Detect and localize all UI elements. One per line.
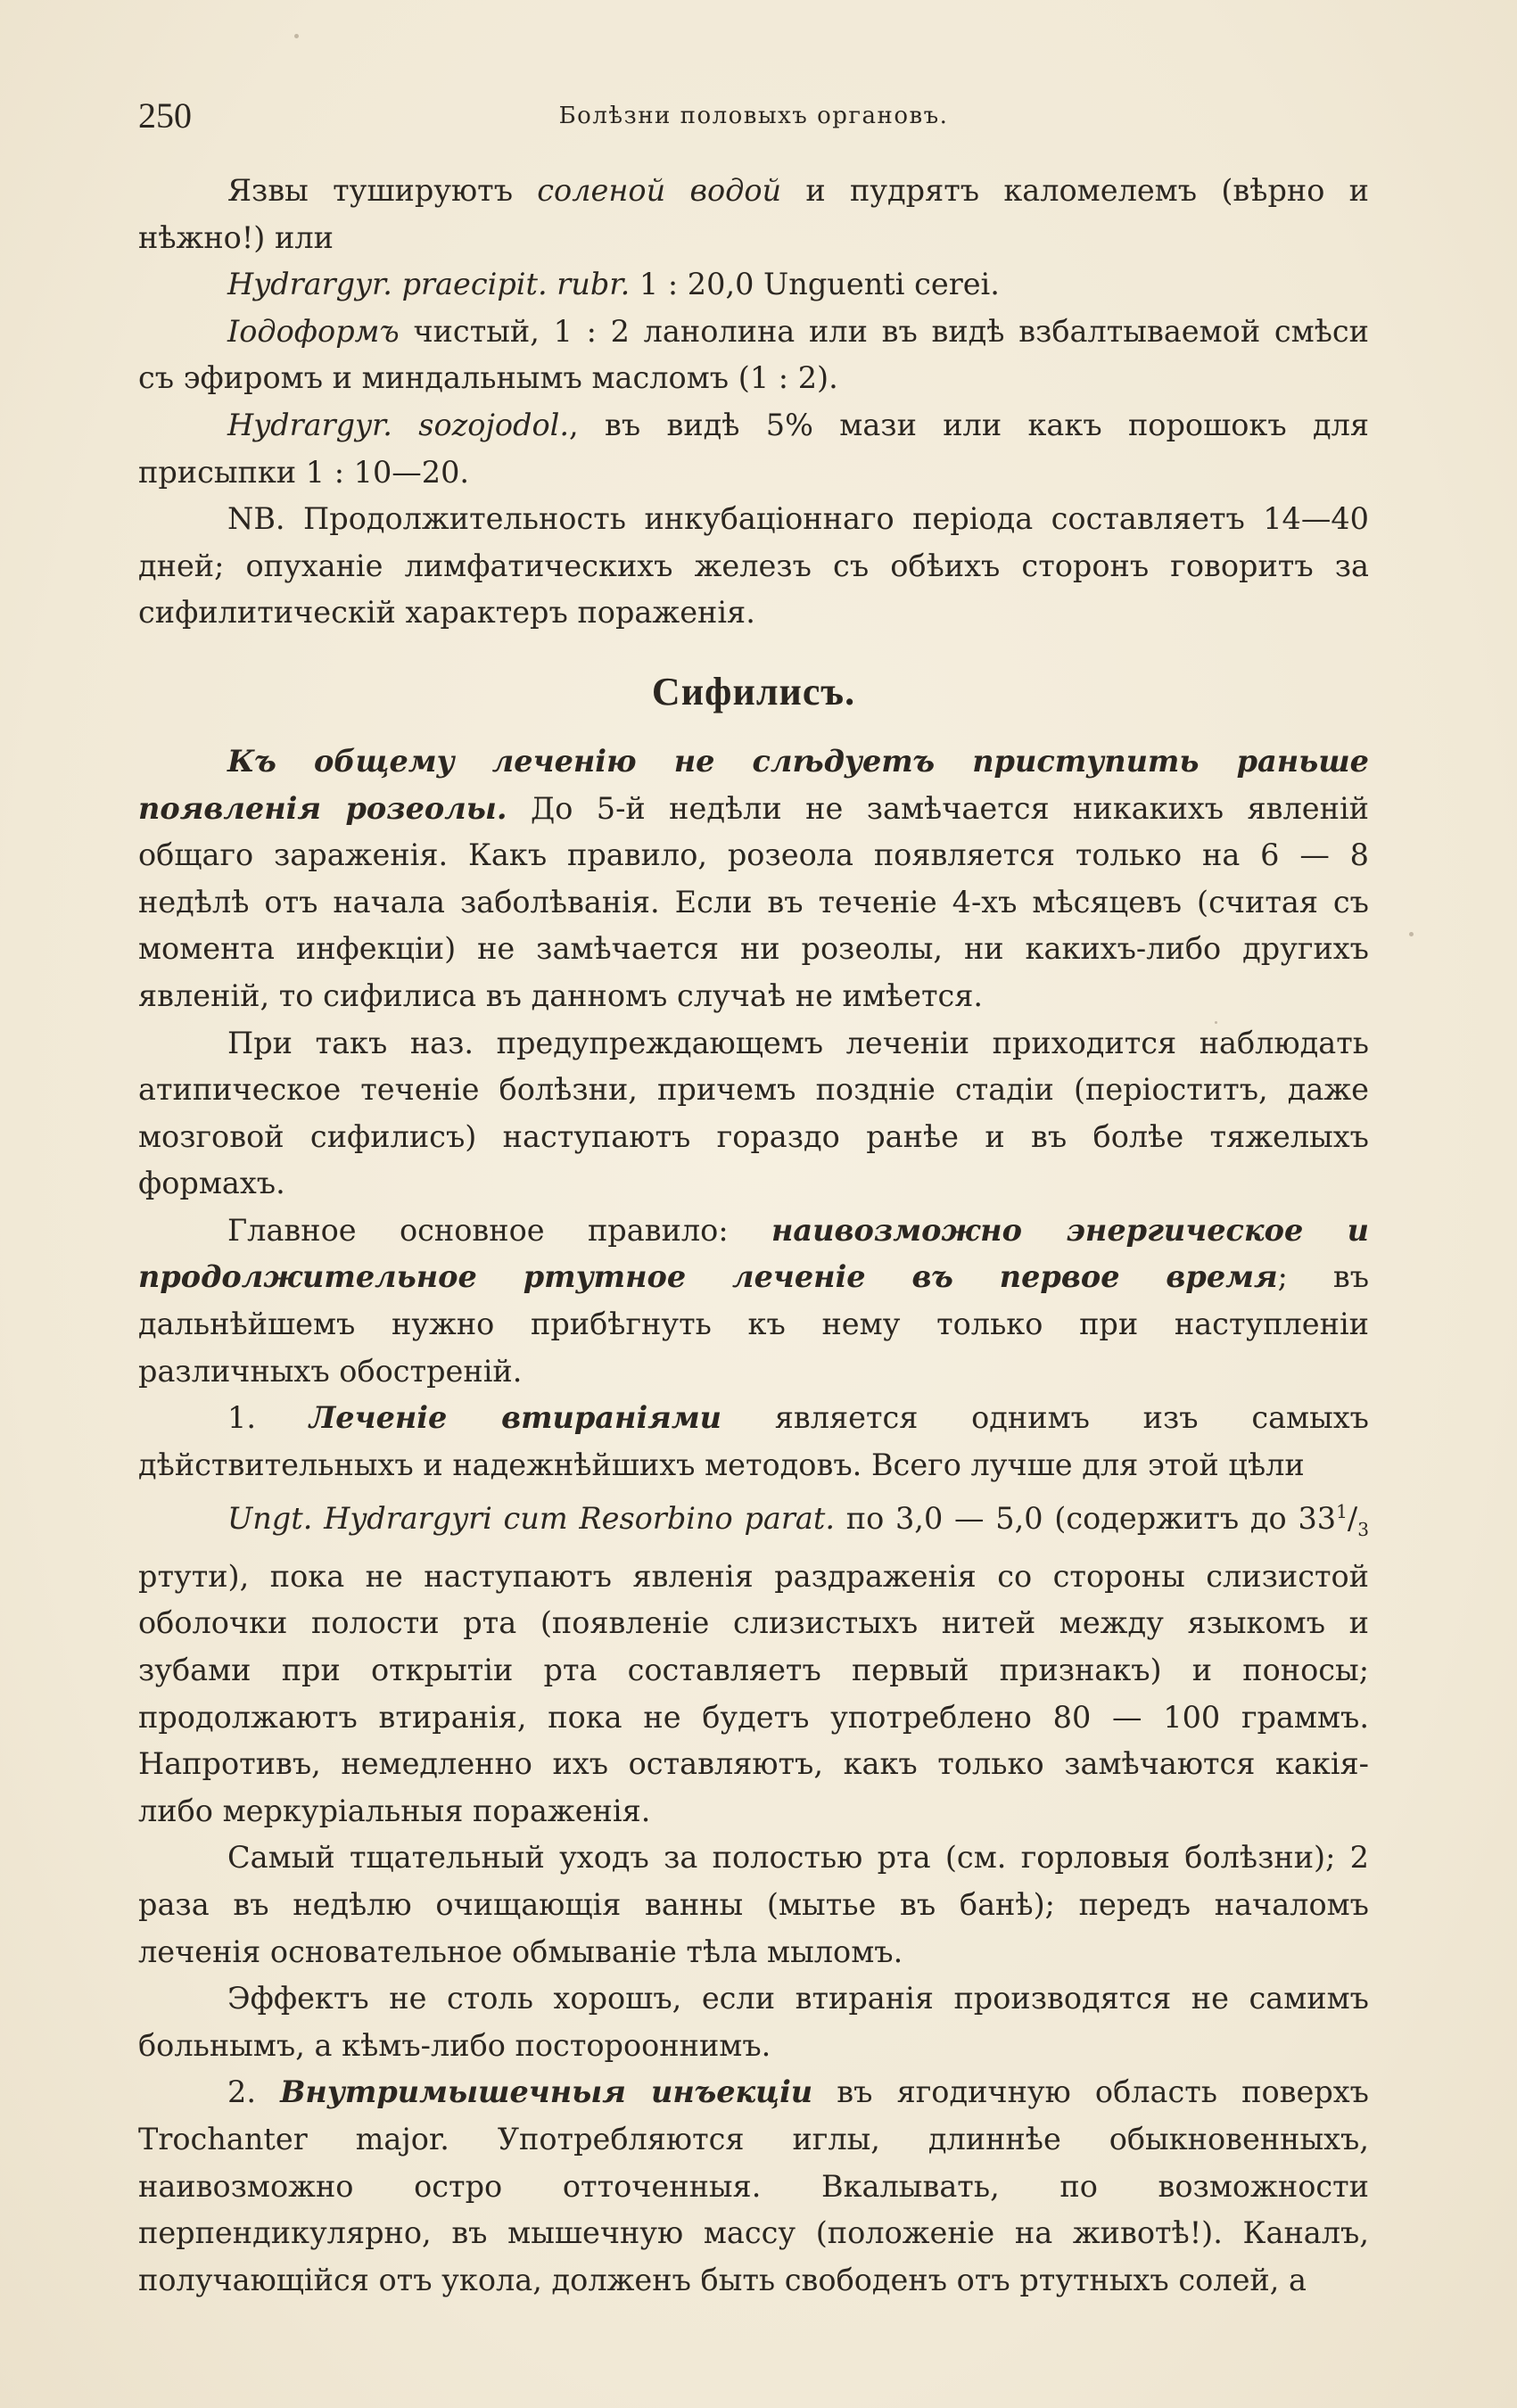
text-run: 1 : 20,0 Unguenti cerei. — [630, 267, 1000, 302]
paper-speck — [1409, 932, 1414, 936]
text-run: , въ видѣ 5% мази или какъ порошокъ для присыпки 1 : 10—20. — [138, 407, 1370, 490]
paragraph-p6 — [138, 738, 1369, 1020]
text-run: чистый, 1 : 2 ланолина или въ видѣ взбалтываемой смѣси съ эфиромъ и миндальнымъ масломъ (1 : 2). — [138, 313, 1369, 396]
paragraph-p11 — [138, 1835, 1369, 1975]
paragraph-p8 — [138, 1208, 1369, 1395]
emphasis-text: соленой водой — [537, 173, 782, 208]
emphasis-text: 1 — [1336, 1501, 1348, 1523]
paragraph-p13 — [138, 2069, 1369, 2304]
page-header — [138, 89, 1369, 143]
emphasis-text: Внутримышечныя инъекціи — [280, 2074, 813, 2110]
section-title: Сифилисъ. — [651, 669, 856, 713]
paragraph-p12 — [138, 1975, 1369, 2069]
paragraph-p3 — [138, 309, 1369, 402]
paragraph-p10 — [138, 1489, 1369, 1835]
paragraph-p7 — [138, 1020, 1369, 1208]
text-run: При такъ наз. предупреждающемъ леченіи приходится наблюдать атипическое теченіе болѣзни, причемъ поздніе стадіи (періоститъ, даже мозговой сифилисъ) наступаютъ гораздо ранѣе и въ болѣе тяжелыхъ формахъ. — [138, 1025, 1369, 1201]
running-head: Болѣзни половыхъ органовъ. — [558, 103, 949, 129]
emphasis-text: Іодоформъ — [227, 313, 400, 349]
text-run: 2. — [227, 2074, 281, 2110]
page-body — [138, 168, 1369, 2304]
text-run: Эффектъ не столь хорошъ, если втиранія производятся не самимъ больнымъ, а кѣмъ-либо посторооннимъ. — [138, 1981, 1369, 2063]
text-run: является однимъ изъ самыхъ дѣйствительныхъ и надежнѣйшихъ методовъ. Всего лучше для этой цѣли — [138, 1400, 1369, 1482]
text-run: по 3,0 — 5,0 (содержитъ до 33 — [835, 1501, 1337, 1537]
text-run: въ ягодичную область поверхъ Trochanter major. Употребляются иглы, длиннѣе обыкновенныхъ, наивозможно остро отточенныя. Вкалывать, по возможности перпендикулярно, въ мышечную массу (положеніе на животѣ!). Каналъ, получающійся отъ укола, долженъ быть свободенъ отъ ртутныхъ солей, а — [138, 2074, 1369, 2297]
paragraph-p5 — [138, 496, 1369, 637]
paragraph-p4 — [138, 402, 1369, 496]
paragraph-p2 — [138, 261, 1369, 309]
paper-speck — [1215, 1021, 1217, 1024]
emphasis-text: Леченіе втираніями — [309, 1400, 722, 1436]
text-run: / — [1347, 1501, 1358, 1537]
page-number: 250 — [138, 95, 192, 136]
emphasis-text: Hydrargyr. praecipit. rubr. — [227, 267, 631, 302]
emphasis-text: Ungt. Hydrargyri cum Resorbino parat. — [227, 1501, 835, 1537]
paragraph-p1 — [138, 168, 1369, 261]
emphasis-text: наивозможно энергическое и продолжительное ртутное леченіе въ первое время — [138, 1212, 1370, 1295]
emphasis-text: Къ общему леченію не слѣдуетъ приступить раньше появленія розеолы. — [138, 743, 1369, 826]
text-run: Язвы тушируютъ — [227, 173, 538, 208]
paragraph-p9 — [138, 1395, 1369, 1489]
text-run: ; въ дальнѣйшемъ нужно прибѣгнуть къ нему только при наступленіи различныхъ обостреній. — [138, 1259, 1370, 1389]
text-run: NB. Продолжительность инкубаціоннаго періода составляетъ 14—40 дней; опуханіе лимфатическихъ железъ съ обѣихъ сторонъ говоритъ за сифилитическій характеръ пораженія. — [138, 501, 1369, 631]
emphasis-text: 3 — [1357, 1519, 1369, 1541]
text-run: и пудрятъ каломелемъ (вѣрно и нѣжно!) или — [138, 173, 1369, 255]
paper-speck — [294, 34, 299, 38]
text-run: Самый тщательный уходъ за полостью рта (см. горловыя болѣзни); 2 раза въ недѣлю очищающія ванны (мытье въ банѣ); передъ началомъ леченія основательное обмываніе тѣла мыломъ. — [138, 1840, 1369, 1969]
text-run: 1. — [227, 1400, 309, 1436]
text-run: Главное основное правило: — [227, 1212, 772, 1248]
text-run: ртути), пока не наступаютъ явленія раздраженія со стороны слизистой оболочки полости рта (появленіе слизистыхъ нитей между языкомъ и зубами при открытіи рта составляетъ первый признакъ) и поносы; продолжаютъ втиранія, пока не будетъ употреблено 80 — 100 граммъ. Напротивъ, немедленно ихъ оставляютъ, какъ только замѣчаются какія-либо меркуріальныя пораженія. — [138, 1558, 1369, 1828]
emphasis-text: Hydrargyr. sozojodol. — [227, 407, 569, 442]
text-run: До 5-й недѣли не замѣчается никакихъ явленій общаго зараженія. Какъ правило, розеола появляется только на 6 — 8 недѣлѣ отъ начала заболѣванія. Если въ теченіе 4-хъ мѣсяцевъ (считая съ момента инфекціи) не замѣчается ни розеолы, ни какихъ-либо другихъ явленій, то сифилиса въ данномъ случаѣ не имѣется. — [138, 790, 1369, 1013]
